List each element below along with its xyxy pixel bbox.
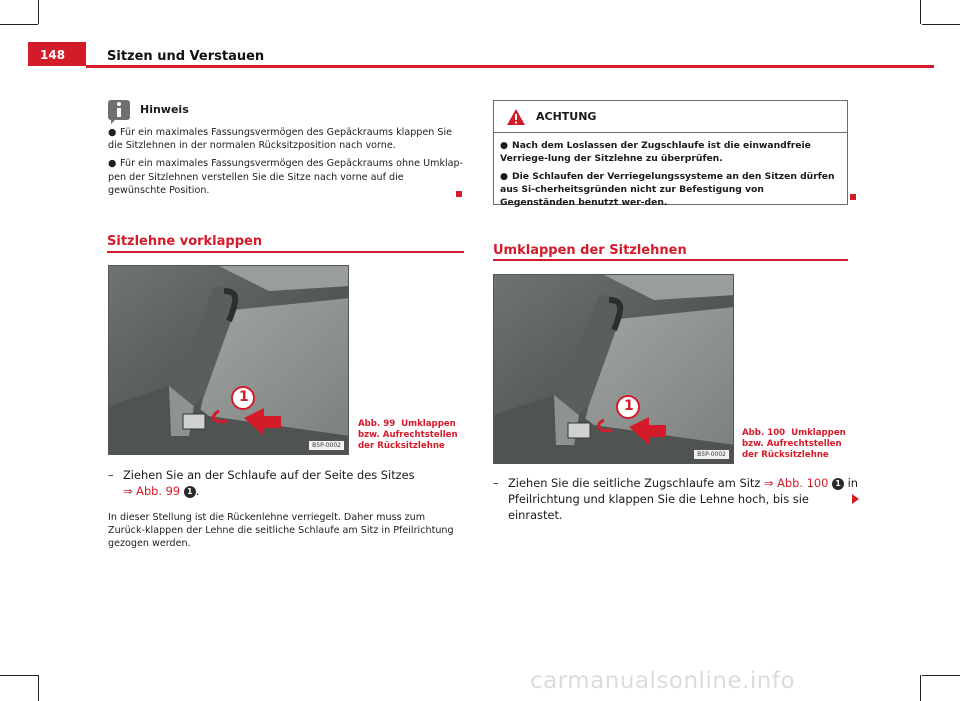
crop-mark xyxy=(922,675,960,676)
figure-reference-link[interactable]: ⇒ Abb. 100 xyxy=(763,476,829,490)
hint-title: Hinweis xyxy=(140,103,189,117)
hint-bullet: ● Für ein maximales Fassungsvermögen des Gepäckraums ohne Umklap-pen der Sitzlehnen verstellen Sie die Sitze nach vorne auf die gewünschte Position. xyxy=(108,158,464,196)
section-rule xyxy=(493,259,848,261)
figure-100-photo xyxy=(493,274,734,464)
figure-caption-label: Abb. 100 xyxy=(742,428,786,438)
info-hand-icon xyxy=(108,100,130,120)
page-number: 148 xyxy=(28,42,86,66)
hint-header xyxy=(108,100,464,120)
figure-caption-text: Umklappen bzw. Aufrechtstellen der Rücksitzlehne xyxy=(358,419,458,451)
hint-bullet-text: Für ein maximales Fassungsvermögen des Gepäckraums klappen Sie die Sitzlehnen in der normalen Rücksitzposition nach vorne. xyxy=(108,127,453,152)
warning-box xyxy=(493,100,848,208)
section-title-umklappen: Umklappen der Sitzlehnen xyxy=(493,243,687,258)
step-text: Ziehen Sie an der Schlaufe auf der Seite des Sitzes xyxy=(123,468,415,482)
callout-number-badge: 1 xyxy=(832,478,844,490)
crop-mark xyxy=(920,0,921,24)
figure-100-caption xyxy=(742,428,848,461)
step-dash: – xyxy=(493,476,499,490)
warning-title: ACHTUNG xyxy=(536,110,597,123)
callout-number: 1 xyxy=(239,389,249,405)
callout-number: 1 xyxy=(624,398,634,414)
section-rule xyxy=(107,251,464,253)
crop-mark xyxy=(920,675,921,701)
figure-caption-label: Abb. 99 xyxy=(358,419,396,429)
warning-bullet-text: Nach dem Loslassen der Zugschlaufe ist die einwandfreie Verriege-lung der Sitzlehne zu überprüfen. xyxy=(500,140,811,164)
warning-triangle-icon xyxy=(506,108,526,126)
watermark: carmanualsonline.info xyxy=(530,668,796,694)
instruction-step xyxy=(493,475,863,523)
warning-bullet: ● Die Schlaufen der Verriegelungssysteme an den Sitzen dürfen aus Si-cherheitsgründen nicht zur Befestigung von Gegenständen benutzt wer-den. xyxy=(500,171,835,208)
step-text: Ziehen Sie die seitliche Zugschlaufe am Sitz xyxy=(508,476,761,490)
instruction-step xyxy=(108,467,464,499)
figure-99-photo xyxy=(108,265,349,455)
warning-bullet-text: Die Schlaufen der Verriegelungssysteme an den Sitzen dürfen aus Si-cherheitsgründen nicht zur Befestigung von Gegenständen benutzt wer-den. xyxy=(500,171,835,208)
header-rule xyxy=(86,65,934,68)
figure-99-caption xyxy=(358,419,464,452)
warning-header xyxy=(494,101,847,133)
figure-code: B5P-0002 xyxy=(694,450,729,459)
warning-bullet: ● Nach dem Loslassen der Zugschlaufe ist die einwandfreie Verriege-lung der Sitzlehne zu überprüfen. xyxy=(500,140,811,164)
figure-code: B5P-0002 xyxy=(309,441,344,450)
section-end-marker xyxy=(456,191,462,197)
crop-mark xyxy=(38,0,39,24)
callout-number-badge: 1 xyxy=(184,486,196,498)
figure-caption-text: Umklappen bzw. Aufrechtstellen der Rücksitzlehne xyxy=(742,428,846,460)
body-paragraph: In dieser Stellung ist die Rückenlehne verriegelt. Daher muss zum Zurück-klappen der Lehne die seitliche Schlaufe am Sitz in Pfeilrichtung gezogen werden. xyxy=(108,512,454,550)
crop-mark xyxy=(38,675,39,701)
crop-mark xyxy=(0,24,38,25)
step-suffix: . xyxy=(195,484,200,498)
page-header-title: Sitzen und Verstauen xyxy=(107,49,265,64)
hint-bullet: ● Für ein maximales Fassungsvermögen des Gepäckraums klappen Sie die Sitzlehnen in der normalen Rücksitzposition nach vorne. xyxy=(108,127,453,152)
step-text: in Pfeilrichtung und klappen Sie die Lehne hoch, bis sie einrastet. xyxy=(508,476,858,522)
step-dash: – xyxy=(108,468,114,482)
section-end-marker xyxy=(850,194,856,200)
warning-body xyxy=(494,133,847,209)
section-title-sitzlehne-vorklappen: Sitzlehne vorklappen xyxy=(107,234,263,249)
hint-note xyxy=(108,100,464,202)
continue-arrow-icon xyxy=(852,494,859,504)
figure-reference-link[interactable]: ⇒ Abb. 99 xyxy=(123,484,181,498)
crop-mark xyxy=(0,675,38,676)
crop-mark xyxy=(922,24,960,25)
hint-bullet-text: Für ein maximales Fassungsvermögen des Gepäckraums ohne Umklap-pen der Sitzlehnen verstellen Sie die Sitze nach vorne auf die gewünschte Position. xyxy=(108,158,464,196)
